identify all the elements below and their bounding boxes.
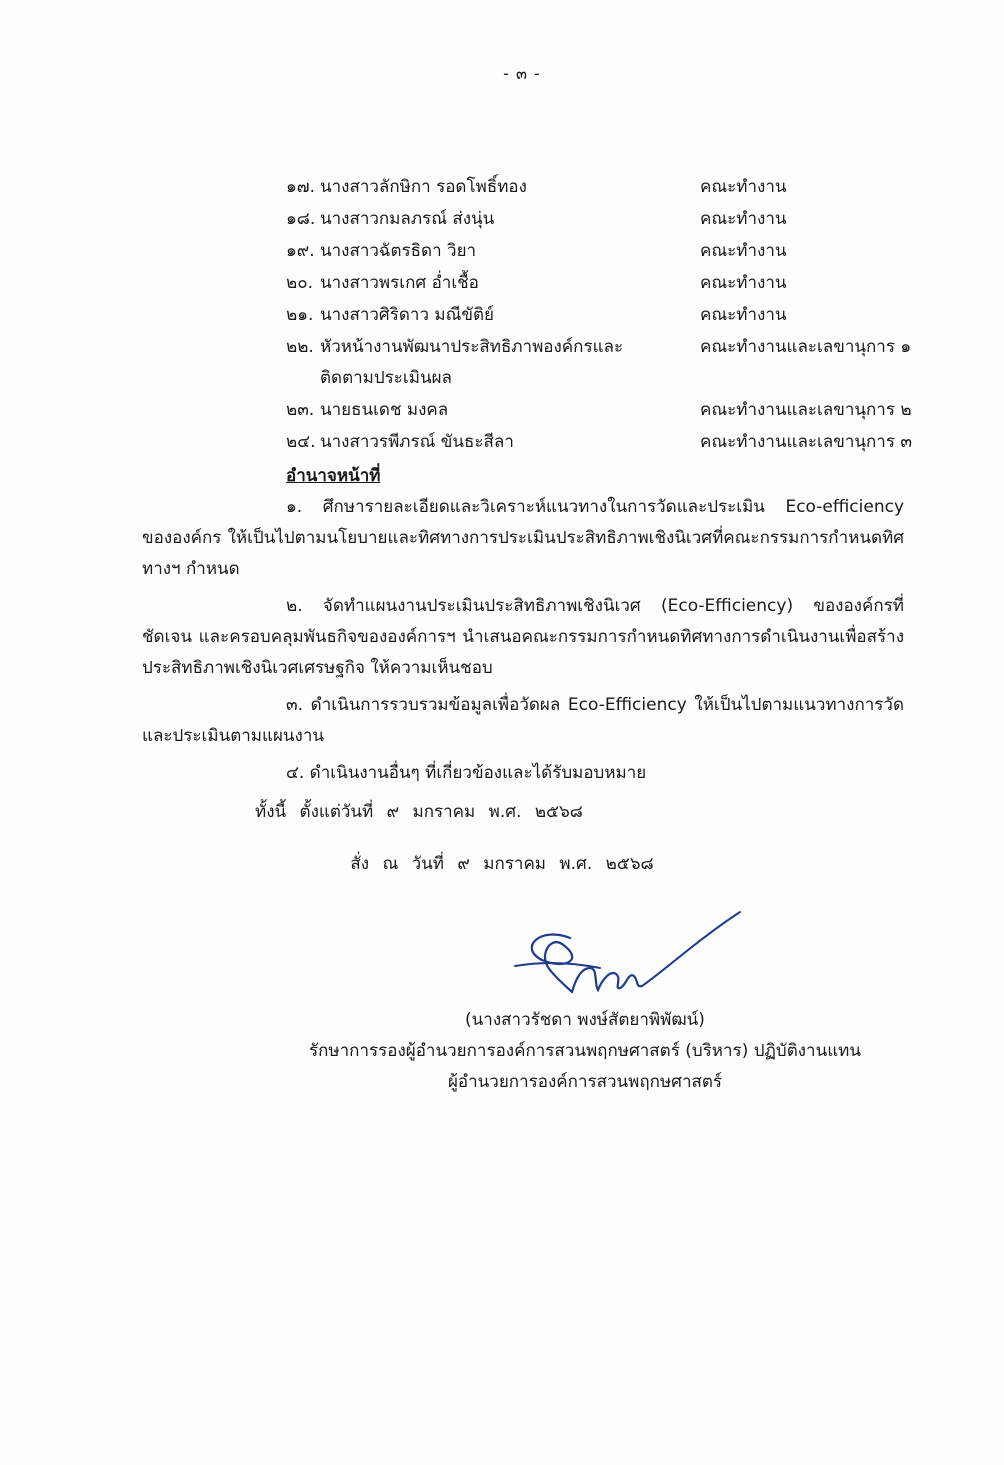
member-role: คณะทำงาน bbox=[700, 177, 787, 197]
member-name: นายธนเดช มงคล bbox=[320, 400, 449, 420]
member-number: ๑๙. bbox=[286, 241, 315, 261]
member-number: ๒๐. bbox=[286, 273, 313, 293]
member-name: นางสาวกมลภรณ์ ส่งนุ่น bbox=[320, 209, 495, 229]
member-number: ๑๗. bbox=[286, 177, 315, 197]
member-name: นางสาวรพีภรณ์ ขันธะสีลา bbox=[320, 432, 514, 452]
signatory-position: รักษาการรองผู้อำนวยการองค์การสวนพฤกษศาสตร์ (บริหาร) ปฏิบัติงานแทน bbox=[308, 1041, 862, 1061]
member-row bbox=[286, 172, 926, 203]
member-role: คณะทำงานและเลขานุการ ๑ bbox=[700, 337, 912, 357]
duty-item: ๑. ศึกษารายละเอียดและวิเคราะห์แนวทางในการวัดและประเมิน Eco-efficiency ขององค์กร ให้เป็นไปตามนโยบายและทิศทางการประเมินประสิทธิภาพเชิงนิเวศที่คณะกรรมการกำหนดทิศทางฯ กำหนด bbox=[142, 497, 904, 579]
member-name-multiline bbox=[320, 332, 700, 394]
member-role: คณะทำงานและเลขานุการ ๒ bbox=[700, 400, 912, 420]
member-row bbox=[286, 300, 926, 331]
member-row bbox=[286, 427, 926, 458]
member-number: ๒๔. bbox=[286, 432, 316, 452]
member-list bbox=[286, 172, 926, 459]
member-number: ๒๑. bbox=[286, 305, 314, 325]
member-role: คณะทำงาน bbox=[700, 305, 787, 325]
signature-block bbox=[0, 1005, 1004, 1098]
member-name-line1: หัวหน้างานพัฒนาประสิทธิภาพองค์กรและ bbox=[320, 337, 624, 357]
signature-icon bbox=[510, 908, 750, 1003]
signatory-name: (นางสาวรัชดา พงษ์สัตยาพิพัฒน์) bbox=[465, 1010, 705, 1030]
member-row bbox=[286, 236, 926, 267]
member-name: นางสาวศิริดาว มณีขัติย์ bbox=[320, 305, 494, 325]
member-role: คณะทำงาน bbox=[700, 273, 787, 293]
member-row bbox=[286, 204, 926, 235]
member-role: คณะทำงาน bbox=[700, 209, 787, 229]
member-name: นางสาวพรเกศ อ่ำเชื้อ bbox=[320, 273, 479, 293]
ordered-date: สั่ง ณ วันที่ ๙ มกราคม พ.ศ. ๒๕๖๘ bbox=[350, 854, 654, 874]
duty-item: ๒. จัดทำแผนงานประเมินประสิทธิภาพเชิงนิเวศ (Eco-Efficiency) ขององค์กรที่ชัดเจน และครอบคลุมพันธกิจขององค์การฯ นำเสนอคณะกรรมการกำหนดทิศทางการดำเนินงานเพื่อสร้างประสิทธิภาพเชิงนิเวศเศรษฐกิจ ให้ความเห็นชอบ bbox=[142, 596, 904, 678]
member-name: นางสาวฉัตรธิดา วิยา bbox=[320, 241, 477, 261]
duties-heading: อำนาจหน้าที่ bbox=[286, 466, 381, 486]
member-row bbox=[286, 268, 926, 299]
effective-date: ทั้งนี้ ตั้งแต่วันที่ ๙ มกราคม พ.ศ. ๒๕๖๘ bbox=[255, 802, 583, 822]
member-name: นางสาวลักษิกา รอดโพธิ์ทอง bbox=[320, 177, 527, 197]
member-row bbox=[286, 395, 926, 426]
member-number: ๒๓. bbox=[286, 400, 315, 420]
duties-section bbox=[142, 461, 904, 795]
duty-item: ๓. ดำเนินการรวบรวมข้อมูลเพื่อวัดผล Eco-Efficiency ให้เป็นไปตามแนวทางการวัดและประเมินตามแผนงาน bbox=[142, 695, 904, 746]
member-name-line2: ติดตามประเมินผล bbox=[320, 368, 452, 388]
member-number: ๑๘. bbox=[286, 209, 316, 229]
duty-item: ๔. ดำเนินงานอื่นๆ ที่เกี่ยวข้องและได้รับมอบหมาย bbox=[286, 763, 647, 783]
member-role: คณะทำงานและเลขานุการ ๓ bbox=[700, 432, 913, 452]
member-row bbox=[286, 332, 926, 394]
member-number: ๒๒. bbox=[286, 337, 314, 357]
signatory-position-line2: ผู้อำนวยการองค์การสวนพฤกษศาสตร์ bbox=[447, 1072, 723, 1092]
page-number: - ๓ - bbox=[503, 64, 541, 83]
member-role: คณะทำงาน bbox=[700, 241, 787, 261]
